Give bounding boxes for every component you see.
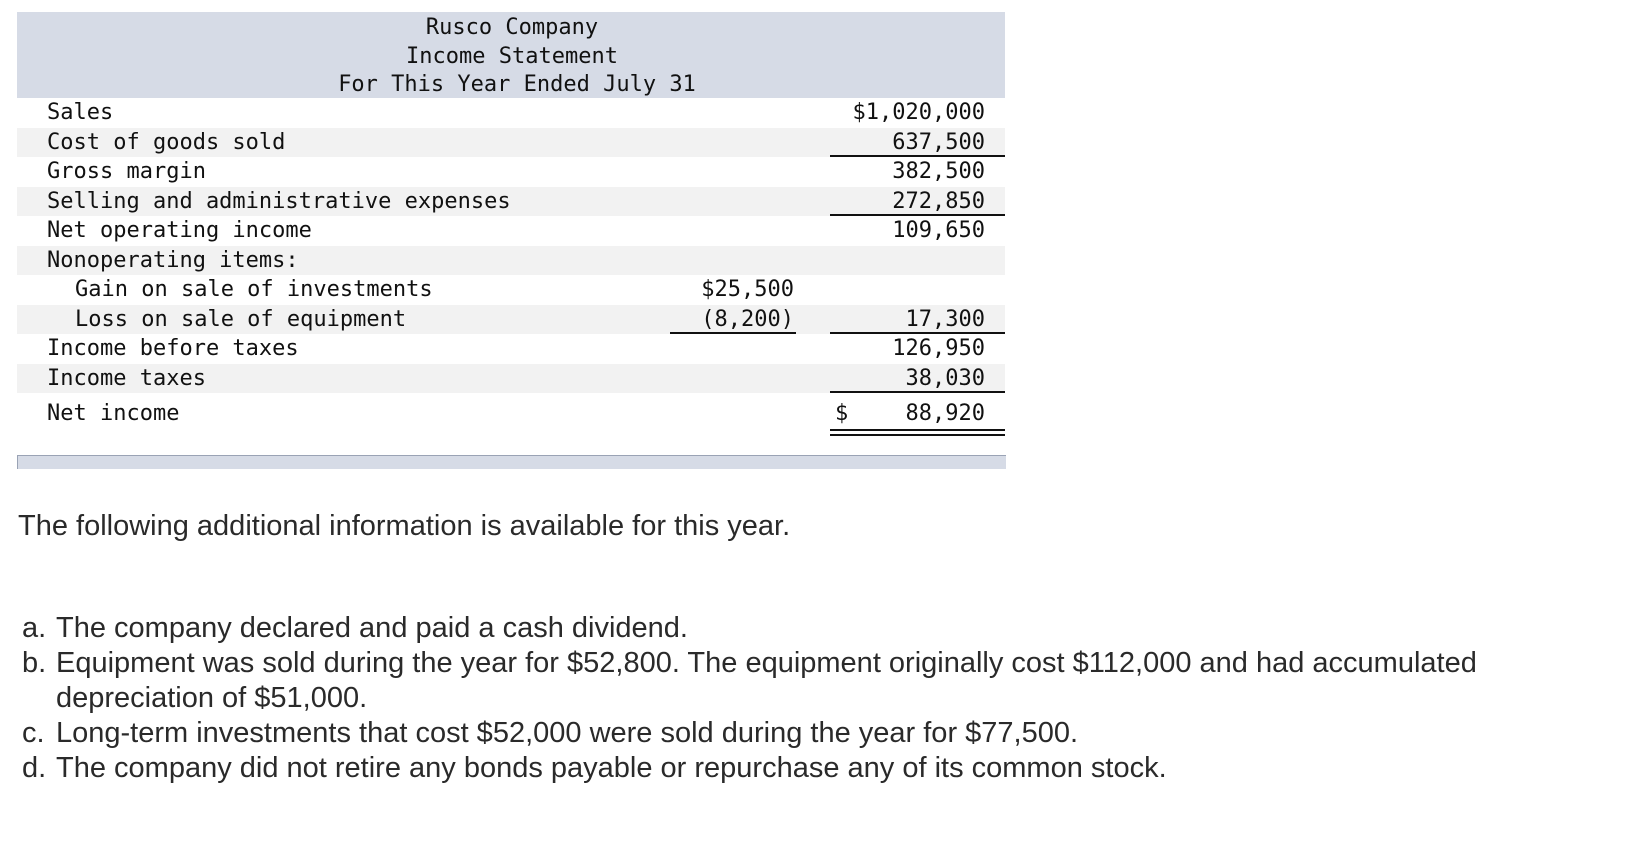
statement-period: For This Year Ended July 31 <box>338 72 696 97</box>
item-text: The company declared and paid a cash dividend. <box>56 612 688 644</box>
additional-info-list <box>22 611 1622 786</box>
row-label: Gain on sale of investments <box>75 277 433 302</box>
row-label: Nonoperating items: <box>47 247 299 273</box>
row-income-before-taxes <box>17 334 1005 364</box>
row-label: Net operating income <box>47 218 312 243</box>
row-label: Income before taxes <box>47 336 299 361</box>
item-marker: d. <box>22 752 47 784</box>
amount: $1,020,000 <box>852 100 985 125</box>
item-marker: c. <box>22 717 45 749</box>
amount: 126,950 <box>892 336 985 361</box>
statement-footer-bar <box>17 455 1006 469</box>
amount: 88,920 <box>905 401 985 426</box>
row-label: Selling and administrative expenses <box>47 188 511 214</box>
income-statement <box>17 12 1005 433</box>
list-item <box>22 751 1622 786</box>
statement-title: Income Statement <box>406 44 618 69</box>
double-underline <box>830 434 1005 436</box>
row-sales <box>17 98 1005 128</box>
row-income-taxes <box>17 364 1005 394</box>
amount: 637,500 <box>892 129 985 155</box>
amount: 382,500 <box>892 159 985 184</box>
item-text: Equipment was sold during the year for $52,800. The equipment originally cost $112,000 and had accumulated depreciation of $51,000. <box>56 647 1477 714</box>
row-label: Cost of goods sold <box>47 129 286 155</box>
row-gain-on-investments <box>17 275 1005 305</box>
amount: 109,650 <box>892 218 985 243</box>
row-nonoperating-items <box>17 246 1005 276</box>
row-net-operating-income <box>17 216 1005 246</box>
row-gross-margin <box>17 157 1005 187</box>
list-item <box>22 646 1622 716</box>
row-net-income <box>17 393 1005 433</box>
row-cost-of-goods-sold <box>17 128 1005 158</box>
item-text: The company did not retire any bonds payable or repurchase any of its common stock. <box>56 752 1167 784</box>
row-label: Loss on sale of equipment <box>75 306 407 332</box>
sub-amount: $25,500 <box>701 277 794 302</box>
amount: 272,850 <box>892 188 985 214</box>
amount: 17,300 <box>905 306 985 332</box>
list-item <box>22 611 1622 646</box>
company-name: Rusco Company <box>425 15 599 40</box>
double-underline <box>830 429 1005 431</box>
intro-text: The following additional information is available for this year. <box>18 510 791 542</box>
row-label: Sales <box>47 100 114 125</box>
row-label: Net income <box>47 401 180 426</box>
row-selling-admin-expenses <box>17 187 1005 217</box>
list-item <box>22 716 1622 751</box>
statement-header <box>17 12 1005 98</box>
item-marker: a. <box>22 612 47 644</box>
row-loss-on-equipment <box>17 305 1005 335</box>
row-label: Income taxes <box>47 365 206 391</box>
row-label: Gross margin <box>47 159 206 184</box>
currency-symbol: $ <box>835 401 849 426</box>
amount: 38,030 <box>905 365 985 391</box>
item-marker: b. <box>22 647 47 679</box>
item-text: Long-term investments that cost $52,000 were sold during the year for $77,500. <box>56 717 1079 749</box>
sub-amount: (8,200) <box>701 306 794 332</box>
